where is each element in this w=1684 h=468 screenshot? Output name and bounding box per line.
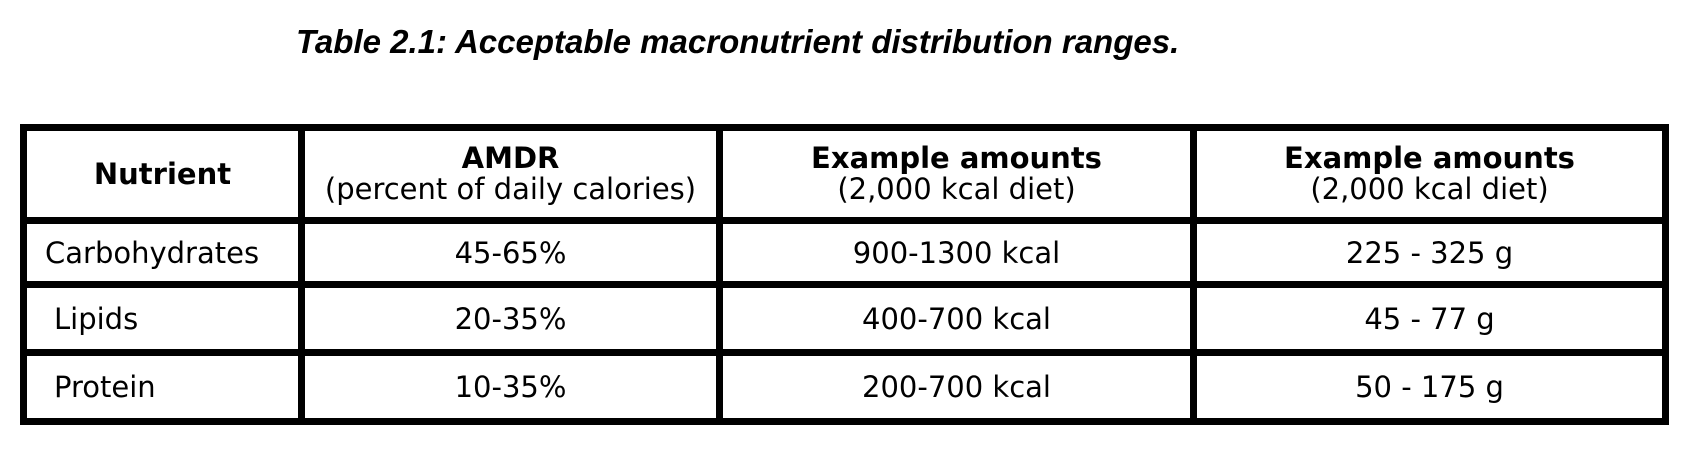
cell-amdr: 20-35% [302, 285, 720, 353]
cell-example-grams: 50 - 175 g [1194, 353, 1666, 422]
header-nutrient [24, 128, 302, 221]
header-example-kcal-label: Example amounts [811, 141, 1102, 175]
cell-nutrient: Lipids [24, 285, 302, 353]
table-row [24, 353, 1666, 422]
cell-example-kcal: 200-700 kcal [720, 353, 1194, 422]
cell-example-grams: 45 - 77 g [1194, 285, 1666, 353]
header-example-kcal-sublabel: (2,000 kcal diet) [837, 172, 1076, 206]
header-example-kcal [720, 128, 1194, 221]
table-row [24, 285, 1666, 353]
table-caption: Table 2.1: Acceptable macronutrient distribution ranges. [296, 23, 1180, 60]
cell-nutrient: Protein [24, 353, 302, 422]
cell-amdr: 45-65% [302, 221, 720, 285]
cell-amdr: 10-35% [302, 353, 720, 422]
header-amdr-label: AMDR [461, 141, 560, 175]
header-amdr [302, 128, 720, 221]
cell-example-kcal: 900-1300 kcal [720, 221, 1194, 285]
cell-example-grams: 225 - 325 g [1194, 221, 1666, 285]
header-example-grams-sublabel: (2,000 kcal diet) [1310, 172, 1549, 206]
header-amdr-sublabel: (percent of daily calories) [324, 172, 697, 206]
header-example-grams-label: Example amounts [1284, 141, 1575, 175]
header-example-grams [1194, 128, 1666, 221]
amdr-table [20, 124, 1669, 425]
header-nutrient-label: Nutrient [93, 156, 232, 191]
table-header-row [24, 128, 1666, 221]
cell-example-kcal: 400-700 kcal [720, 285, 1194, 353]
table-row [24, 221, 1666, 285]
cell-nutrient: Carbohydrates [24, 221, 302, 285]
